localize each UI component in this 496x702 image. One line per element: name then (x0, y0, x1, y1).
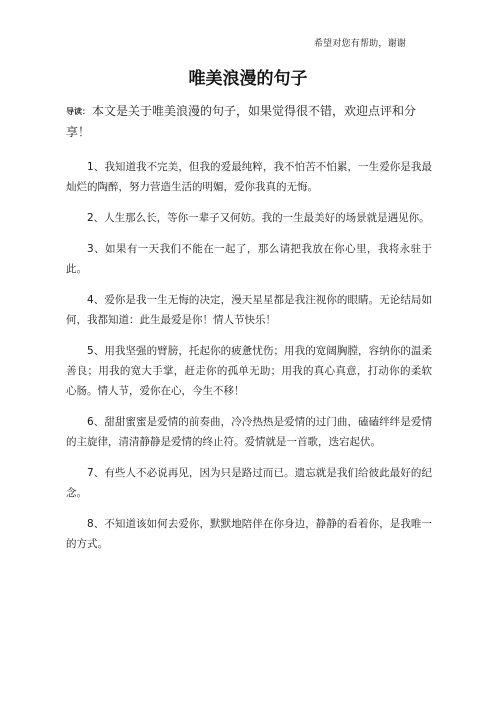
intro-paragraph (66, 101, 432, 142)
sentence-list (66, 157, 432, 565)
sentence-paragraph: 3、如果有一天我们不能在一起了，那么请把我放在你心里，我将永驻于此。 (66, 243, 432, 275)
page-title: 唯美浪漫的句子 (188, 69, 308, 89)
sentence-paragraph: 6、甜甜蜜蜜是爱情的前奏曲，冷冷热热是爱情的过门曲，磕磕绊绊是爱情的主旋律，清清静静是爱情的终止符。爱情就是一首歌，迭宕起伏。 (66, 416, 432, 448)
intro-label: 导读： (66, 107, 90, 116)
sentence-paragraph: 7、有些人不必说再见，因为只是路过而已。遗忘就是我们给彼此最好的纪念。 (66, 467, 432, 499)
sentence-paragraph: 2、人生那么长，等你一辈子又何妨。我的一生最美好的场景就是遇见你。 (87, 212, 430, 224)
header-note: 希望对您有帮助，谢谢 (313, 39, 406, 49)
sentence-paragraph: 8、不知道该如何去爱你，默默地陪伴在你身边，静静的看着你，是我唯一的方式。 (66, 518, 432, 550)
sentence-paragraph: 1、我知道我不完美，但我的爱最纯粹，我不怕苦不怕累，一生爱你是我最灿烂的陶醉，努力营造生活的明媚，爱你我真的无悔。 (66, 161, 432, 193)
sentence-paragraph: 4、爱你是我一生无悔的决定，漫天星星都是我注视你的眼睛。无论结局如何，我都知道：此生最爱是你！情人节快乐！ (66, 294, 432, 326)
sentence-paragraph: 5、用我坚强的臂膀，托起你的疲惫忧伤；用我的宽阔胸膛，容纳你的温柔善良；用我的宽大手掌，赶走你的孤单无助；用我的真心真意，打动你的柔软心肠。情人节，爱你在心，今生不移！ (66, 345, 432, 397)
intro-text: 本文是关于唯美浪漫的句子，如果觉得很不错，欢迎点评和分享！ (66, 104, 417, 139)
